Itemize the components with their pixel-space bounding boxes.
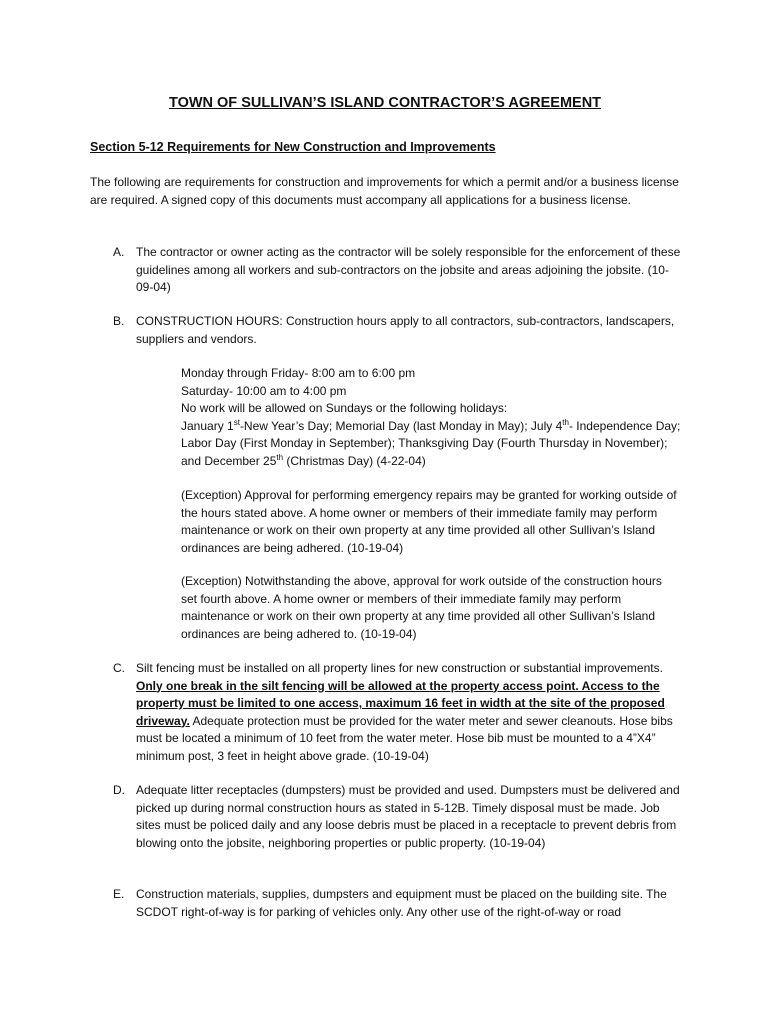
list-item-text: CONSTRUCTION HOURS: Construction hours apply to all contractors, sub-contractors, landscapers, suppliers and vendors.: [136, 314, 675, 346]
list-item-d: [90, 782, 690, 852]
list-marker: E.: [113, 887, 125, 901]
exception-paragraph-1: (Exception) Approval for performing emergency repairs may be granted for working outside of the hours stated above. A home owner or members of their immediate family may perform maintenance or work on their own property at any time provided all other Sullivan’s Island ordinances are being adhered. (10-19-04): [181, 488, 677, 555]
construction-hours-block: [181, 365, 681, 470]
list-item-b: [90, 313, 690, 348]
intro-paragraph: The following are requirements for construction and improvements for which a permit and/or a business license are required. A signed copy of this documents must accompany all applications for a business license.: [90, 175, 679, 207]
exception-paragraph-2: (Exception) Notwithstanding the above, approval for work outside of the construction hours set fourth above. A home owner or members of their immediate family may perform maintenance or work on their own property at any time provided all other Sullivan’s Island ordinances are being adhered to. (10-19-04): [181, 574, 662, 641]
list-item-text: Silt fencing must be installed on all property lines for new construction or substantial improvements. Only one break in the silt fencing will be allowed at the property access point. Access to the property must be limited to one access, maximum 16 feet in width at the site of the proposed driveway. Adequate protection must be provided for the water meter and sewer cleanouts. Hose bibs must be located a minimum of 10 feet from the water meter. Hose bib must be mounted to a 4”X4” minimum post, 3 feet in height above grade. (10-19-04): [136, 661, 673, 763]
list-item-c: [90, 660, 690, 765]
section-heading: Section 5-12 Requirements for New Construction and Improvements: [90, 140, 496, 154]
list-marker: C.: [113, 661, 125, 675]
hours-saturday: Saturday- 10:00 am to 4:00 pm: [181, 383, 347, 398]
document-title: TOWN OF SULLIVAN’S ISLAND CONTRACTOR’S AGREEMENT: [168, 95, 602, 111]
sundays-line: No work will be allowed on Sundays or the following holidays:: [181, 401, 508, 415]
hours-weekday: Monday through Friday- 8:00 am to 6:00 pm: [181, 366, 416, 380]
list-marker: B.: [113, 314, 125, 328]
list-item-text: Construction materials, supplies, dumpsters and equipment must be placed on the building site. The SCDOT right-of-way is for parking of vehicles only. Any other use of the right-of-way or road: [136, 887, 667, 919]
holidays-list: January 1st-New Year’s Day; Memorial Day (last Monday in May); July 4th- Independence Day; Labor Day (First Monday in September); Thanksgiving Day (Fourth Thursday in November); and December 25th (Christmas Day) (4-22-04): [181, 417, 681, 468]
list-item-text: Adequate litter receptacles (dumpsters) must be provided and used. Dumpsters must be delivered and picked up during normal construction hours as stated in 5-12B. Timely disposal must be made. Job sites must be policed daily and any loose debris must be placed in a receptacle to prevent debris from blowing onto the jobsite, neighboring properties or public property. (10-19-04): [136, 783, 680, 850]
list-item-a: [90, 244, 690, 297]
list-item-e: [90, 886, 690, 921]
emphasis-text: Only one break in the silt fencing will be allowed at the property access point. Access to the property must be limited to one access, maximum 16 feet in width at the site of the proposed driveway.: [136, 678, 665, 728]
list-marker: A.: [113, 245, 125, 259]
list-item-text: The contractor or owner acting as the contractor will be solely responsible for the enforcement of these guidelines among all workers and sub-contractors on the jobsite and areas adjoining the jobsite. (10-09-04): [136, 245, 681, 294]
list-marker: D.: [113, 783, 125, 797]
